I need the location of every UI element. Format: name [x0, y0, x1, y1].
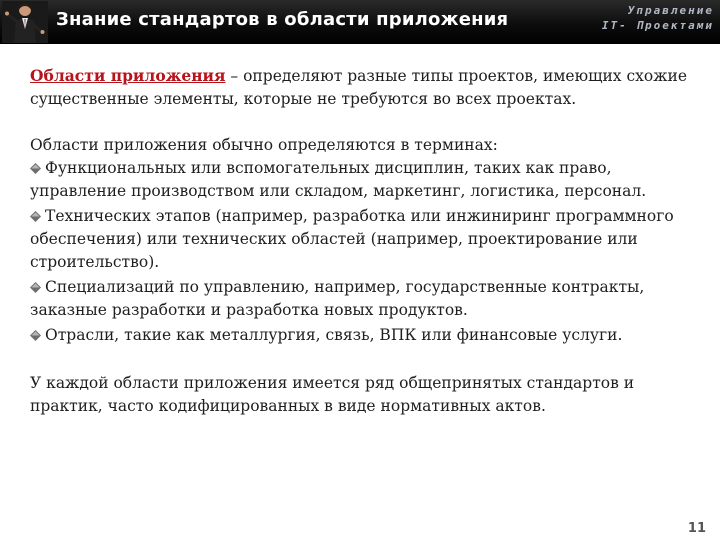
slide-body	[30, 64, 698, 418]
diamond-bullet-icon	[30, 211, 41, 222]
page-number: 11	[687, 521, 706, 536]
bullet-text: Специализаций по управлению, например, государственные контракты, заказные разработки и разработка новых продуктов.	[30, 278, 645, 319]
slide-header	[0, 0, 720, 44]
lead-paragraph: Области приложения обычно определяются в терминах:	[30, 136, 498, 154]
term-highlight: Области приложения	[30, 66, 226, 85]
bullet-item	[30, 276, 698, 322]
bullet-item	[30, 205, 698, 274]
brand-line-1: Управление	[627, 4, 714, 17]
slide-title: Знание стандартов в области приложения	[56, 9, 509, 30]
diamond-bullet-icon	[30, 163, 41, 174]
diamond-bullet-icon	[30, 330, 41, 341]
bullet-text: Технических этапов (например, разработка или инжиниринг программного обеспечения) или технических областей (например, проектирование или строительство).	[30, 207, 674, 271]
presenter-figure-icon	[2, 1, 48, 43]
intro-text: – определяют разные типы проектов, имеющих схожие существенные элементы, которые не требуются во всех проектах.	[30, 67, 687, 108]
diamond-bullet-icon	[30, 282, 41, 293]
bullet-text: Отрасли, такие как металлургия, связь, ВПК или финансовые услуги.	[45, 326, 623, 344]
brand-line-2: IT- Проектами	[601, 19, 714, 32]
bullet-text: Функциональных или вспомогательных дисциплин, таких как право, управление производством или складом, маркетинг, логистика, персонал.	[30, 159, 647, 200]
bullet-item	[30, 157, 698, 203]
conclusion-paragraph: У каждой области приложения имеется ряд общепринятых стандартов и практик, часто кодифицированных в виде нормативных актов.	[30, 374, 635, 415]
brand-text	[602, 3, 714, 33]
bullet-item	[30, 324, 698, 347]
intro-paragraph	[30, 64, 698, 111]
